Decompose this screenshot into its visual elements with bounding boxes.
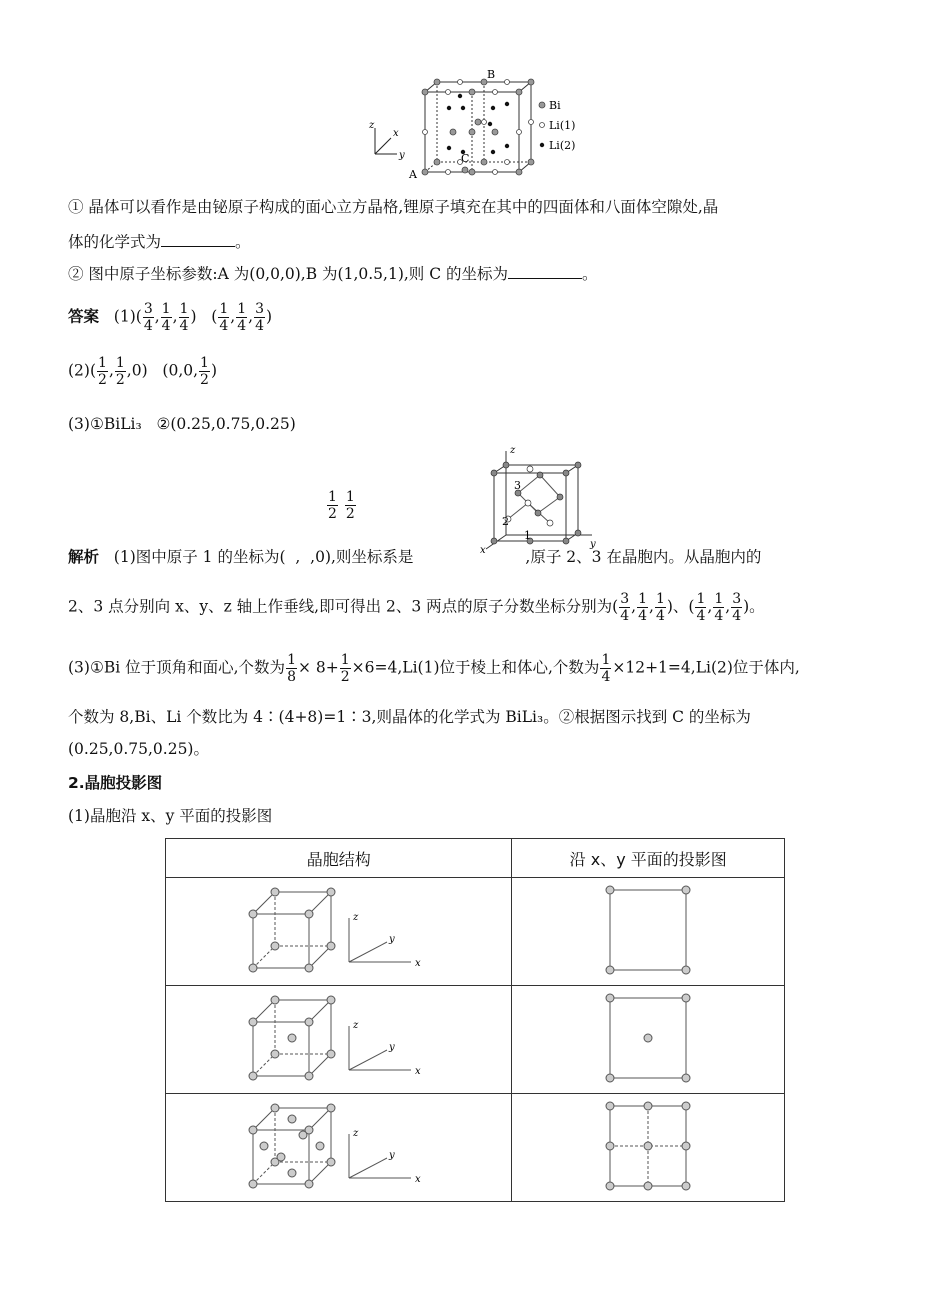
projection-simple-figure	[598, 882, 698, 978]
answer-line-3: (3)①BiLi₃ ②(0.25,0.75,0.25)	[68, 415, 296, 433]
question-1-line-2	[68, 230, 251, 252]
axis-y-label: y	[388, 1041, 395, 1053]
label-3: 3	[514, 479, 521, 492]
axis-x-label: x	[480, 545, 486, 555]
fraction: $\frac{1}{4}$	[655, 591, 665, 624]
label-c: C	[461, 152, 470, 165]
answer-line-2: (2)( $\frac{1}{2}$ , $\frac{1}{2}$ ,0) (0,0, $\frac{1}{2}$ )	[68, 355, 218, 388]
analysis-text: ,原子 2、3 在晶胞内。从晶胞内的	[525, 548, 762, 566]
table-row	[166, 986, 785, 1094]
axis-x-label: x	[393, 128, 399, 139]
projection-face-centered-figure	[598, 1098, 698, 1194]
section-2-heading: 2.晶胞投影图	[68, 774, 163, 792]
analysis-line-5: (0.25,0.75,0.25)。	[68, 740, 209, 758]
answer-text: ) (	[190, 307, 218, 326]
analysis-top-fractions	[326, 490, 357, 521]
cell-structure	[166, 986, 512, 1094]
analysis-line-3	[68, 653, 800, 684]
fraction: $\frac{3}{4}$	[732, 591, 742, 624]
table-header-row	[166, 839, 785, 878]
answer-text: (2)(	[68, 361, 97, 380]
axis-z-label: z	[510, 445, 516, 456]
table-header-structure: 晶胞结构	[166, 839, 512, 878]
label-2: 2	[502, 515, 509, 528]
question-1-text: 体的化学式为	[68, 233, 162, 251]
answer-label: 答案	[68, 307, 100, 326]
fraction: $\frac{1}{2}$	[345, 489, 355, 522]
axis-y-label: y	[399, 150, 405, 161]
table-row	[166, 1094, 785, 1202]
analysis-text: (3)①Bi 位于顶角和面心,个数为	[68, 658, 286, 677]
fraction: $\frac{1}{4}$	[638, 591, 648, 624]
question-2-text: ② 图中原子坐标参数:A 为(0,0,0),B 为(1,0.5,1),则 C 的坐标为	[68, 265, 509, 283]
question-1-line-1: ① 晶体可以看作是由铋原子构成的面心立方晶格,锂原子填充在其中的四面体和八面体空隙处,晶	[68, 198, 719, 216]
analysis-text: ×12+1=4,Li(2)位于体内,	[612, 658, 800, 677]
axis-z-label: z	[352, 1019, 358, 1031]
axis-y-label: y	[590, 539, 596, 550]
axis-z-label: z	[352, 1127, 358, 1139]
axis-z-label: z	[352, 911, 358, 923]
answer-text: (1)(	[113, 307, 142, 326]
answer-blank	[161, 245, 235, 247]
crystal-figure-bili	[365, 66, 605, 184]
answer-text: )	[265, 307, 273, 326]
cube-simple-figure	[239, 882, 439, 978]
table-header-projection: 沿 x、y 平面的投影图	[512, 839, 785, 878]
answer-text: ,0) (0,0,	[126, 361, 199, 380]
question-1-end: 。	[235, 233, 251, 251]
answer-line-1: 答案 (1)( $\frac{3}{4}$ , $\frac{1}{4}$ , $\frac{1}{4}$ ) ( $\frac{1}{4}$ , $\frac{1}{4}$ , $\frac{3}{4}$ )	[68, 301, 273, 334]
projection-body-centered-figure	[598, 990, 698, 1086]
fraction: $\frac{3}{4}$	[620, 591, 630, 624]
fraction: $\frac{1}{4}$	[161, 301, 171, 334]
table-row	[166, 878, 785, 986]
analysis-text: )。	[743, 597, 765, 616]
analysis-text: ×6=4,Li(1)位于棱上和体心,个数为	[351, 658, 600, 677]
analysis-text: )、(	[666, 597, 695, 616]
cell-projection	[512, 878, 785, 986]
analysis-line-1	[68, 545, 761, 567]
fraction: $\frac{3}{4}$	[143, 301, 153, 334]
crystal-figure-coordinates	[478, 443, 600, 555]
projection-table	[165, 838, 785, 1202]
cell-structure	[166, 878, 512, 986]
answer-blank	[508, 277, 582, 279]
legend-li1: Li(1)	[549, 119, 576, 132]
fraction: $\frac{1}{4}$	[179, 301, 189, 334]
fraction: $\frac{1}{8}$	[287, 652, 296, 685]
legend-li2: Li(2)	[549, 139, 576, 152]
label-b: B	[487, 68, 496, 81]
question-2-end: 。	[582, 265, 598, 283]
fraction: $\frac{1}{2}$	[340, 652, 350, 685]
axis-y-label: y	[388, 1149, 395, 1161]
axis-x-label: x	[414, 957, 421, 969]
subsection-1-heading: (1)晶胞沿 x、y 平面的投影图	[68, 807, 273, 825]
fraction: $\frac{1}{4}$	[237, 301, 247, 334]
cell-structure	[166, 1094, 512, 1202]
question-2-line	[68, 262, 598, 284]
fraction: $\frac{1}{4}$	[696, 591, 706, 624]
fraction: $\frac{1}{2}$	[98, 355, 107, 388]
analysis-text: (1)图中原子 1 的坐标为( , ,0),则坐标系是	[113, 548, 414, 566]
cube-face-centered-figure	[239, 1098, 439, 1194]
fraction: $\frac{1}{2}$	[115, 355, 125, 388]
analysis-text: 2、3 点分别向 x、y、z 轴上作垂线,即可得出 2、3 两点的原子分数坐标分别为(	[68, 597, 619, 616]
fraction: $\frac{3}{4}$	[255, 301, 264, 334]
label-1: 1	[524, 529, 531, 542]
fraction: $\frac{1}{2}$	[328, 489, 337, 522]
analysis-line-2: 2、3 点分别向 x、y、z 轴上作垂线,即可得出 2、3 两点的原子分数坐标分别为( $\frac{3}{4}$ , $\frac{1}{4}$ , $\frac{1}{4}$ )、( $\frac{1}{4}$ , $\frac{1}{4}$ , $\frac{3}{4}$ )。	[68, 591, 765, 624]
cell-projection	[512, 1094, 785, 1202]
axis-z-label: z	[369, 120, 375, 131]
fraction: $\frac{1}{4}$	[601, 652, 611, 685]
cell-projection	[512, 986, 785, 1094]
fraction: $\frac{1}{4}$	[219, 301, 229, 334]
cube-body-centered-figure	[239, 990, 439, 1086]
axis-x-label: x	[414, 1065, 421, 1077]
analysis-text: × 8+	[297, 658, 339, 677]
label-a: A	[409, 168, 417, 181]
analysis-label: 解析	[68, 548, 100, 566]
axis-x-label: x	[414, 1173, 421, 1185]
axis-y-label: y	[388, 933, 395, 945]
fraction: $\frac{1}{2}$	[200, 355, 209, 388]
legend-bi: Bi	[549, 99, 561, 112]
analysis-line-4: 个数为 8,Bi、Li 个数比为 4∶(4+8)=1∶3,则晶体的化学式为 BiLi₃。②根据图示找到 C 的坐标为	[68, 708, 751, 726]
fraction: $\frac{1}{4}$	[714, 591, 724, 624]
answer-text: )	[210, 361, 218, 380]
